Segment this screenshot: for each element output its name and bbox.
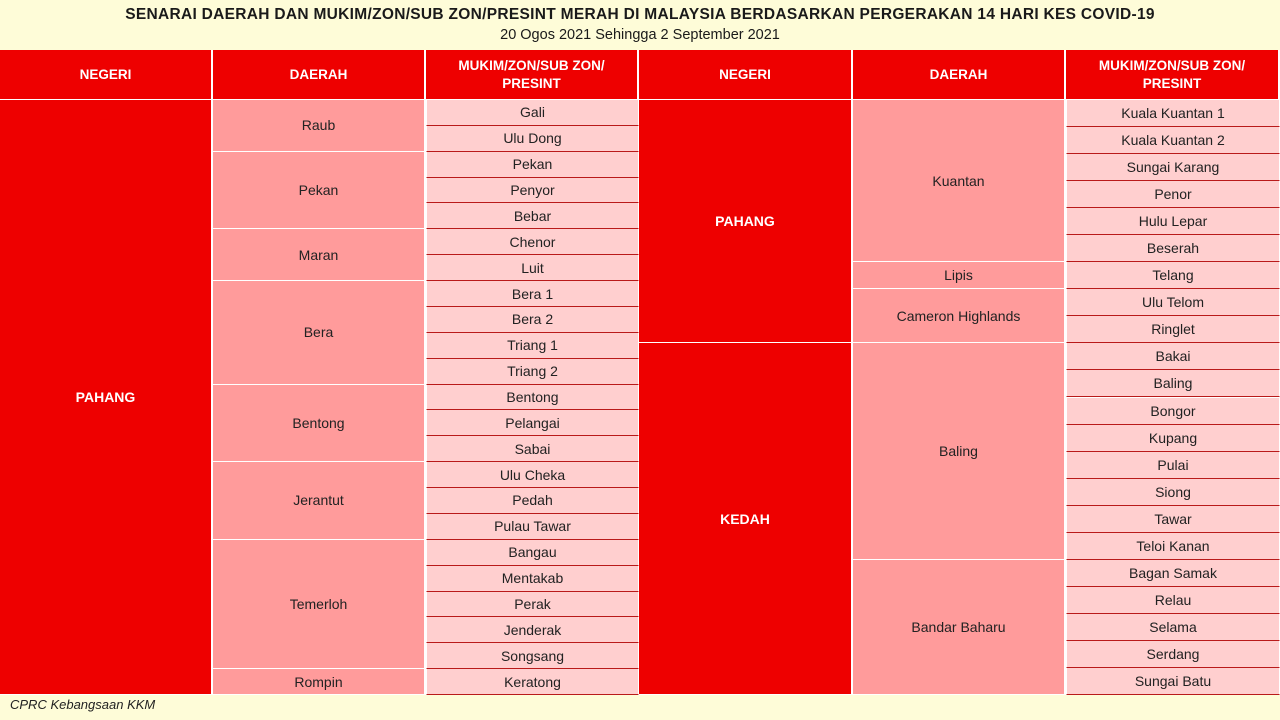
- mukim-cell: Sabai: [426, 436, 639, 462]
- mukim-cell: Sungai Karang: [1066, 154, 1280, 181]
- column-header-negeri: NEGERI: [639, 50, 853, 100]
- daerah-cell: Maran: [213, 229, 426, 281]
- mukim-cell: Bentong: [426, 385, 639, 411]
- daerah-cell: Raub: [213, 100, 426, 152]
- mukim-cell: Relau: [1066, 587, 1280, 614]
- daerah-cell: Bera: [213, 281, 426, 384]
- mukim-cell: Keratong: [426, 669, 639, 695]
- daerah-cell: Baling: [853, 343, 1066, 559]
- mukim-cell: Kuala Kuantan 2: [1066, 127, 1280, 154]
- footer-credit: CPRC Kebangsaan KKM: [10, 697, 156, 712]
- column-header-negeri: NEGERI: [0, 50, 213, 100]
- daerah-cell: Bentong: [213, 385, 426, 463]
- mukim-cell: Pulau Tawar: [426, 514, 639, 540]
- mukim-cell: Pekan: [426, 152, 639, 178]
- page-subtitle: 20 Ogos 2021 Sehingga 2 September 2021: [500, 27, 780, 43]
- negeri-cell: KEDAH: [639, 343, 853, 695]
- negeri-cell: PAHANG: [0, 100, 213, 695]
- mukim-cell: Teloi Kanan: [1066, 533, 1280, 560]
- daerah-cell: Jerantut: [213, 462, 426, 540]
- mukim-cell: Selama: [1066, 614, 1280, 641]
- mukim-cell: Bangau: [426, 540, 639, 566]
- red-zone-table: [0, 50, 1280, 695]
- mukim-cell: Jenderak: [426, 617, 639, 643]
- daerah-cell: Pekan: [213, 152, 426, 230]
- mukim-cell: Bera 2: [426, 307, 639, 333]
- mukim-cell: Bebar: [426, 203, 639, 229]
- mukim-cell: Pelangai: [426, 410, 639, 436]
- mukim-cell: Telang: [1066, 262, 1280, 289]
- mukim-cell: Triang 2: [426, 359, 639, 385]
- mukim-cell: Ulu Cheka: [426, 462, 639, 488]
- mukim-cell: Serdang: [1066, 641, 1280, 668]
- header: [0, 0, 1280, 50]
- mukim-cell: Triang 1: [426, 333, 639, 359]
- daerah-cell: Cameron Highlands: [853, 289, 1066, 343]
- daerah-cell: Bandar Baharu: [853, 560, 1066, 695]
- mukim-cell: Bera 1: [426, 281, 639, 307]
- mukim-cell: Mentakab: [426, 566, 639, 592]
- daerah-cell: Kuantan: [853, 100, 1066, 262]
- mukim-cell: Ulu Telom: [1066, 289, 1280, 316]
- mukim-cell: Songsang: [426, 643, 639, 669]
- mukim-cell: Hulu Lepar: [1066, 208, 1280, 235]
- mukim-cell: Kupang: [1066, 425, 1280, 452]
- column-header-mukim: MUKIM/ZON/SUB ZON/ PRESINT: [426, 50, 639, 100]
- negeri-cell: PAHANG: [639, 100, 853, 343]
- mukim-cell: Chenor: [426, 229, 639, 255]
- column-header-daerah: DAERAH: [213, 50, 426, 100]
- mukim-cell: Tawar: [1066, 506, 1280, 533]
- mukim-cell: Baling: [1066, 370, 1280, 397]
- column-header-mukim: MUKIM/ZON/SUB ZON/ PRESINT: [1066, 50, 1280, 100]
- mukim-cell: Bagan Samak: [1066, 560, 1280, 587]
- mukim-cell: Bongor: [1066, 398, 1280, 425]
- mukim-cell: Ringlet: [1066, 316, 1280, 343]
- column-header-daerah: DAERAH: [853, 50, 1066, 100]
- mukim-cell: Pedah: [426, 488, 639, 514]
- mukim-cell: Sungai Batu: [1066, 668, 1280, 695]
- mukim-cell: Siong: [1066, 479, 1280, 506]
- mukim-cell: Penyor: [426, 178, 639, 204]
- mukim-cell: Penor: [1066, 181, 1280, 208]
- page-title: SENARAI DAERAH DAN MUKIM/ZON/SUB ZON/PRESINT MERAH DI MALAYSIA BERDASARKAN PERGERAKAN 14 HARI KES COVID-19: [125, 6, 1155, 23]
- mukim-cell: Bakai: [1066, 343, 1280, 370]
- daerah-cell: Temerloh: [213, 540, 426, 669]
- mukim-cell: Beserah: [1066, 235, 1280, 262]
- mukim-cell: Perak: [426, 592, 639, 618]
- mukim-cell: Ulu Dong: [426, 126, 639, 152]
- mukim-cell: Pulai: [1066, 452, 1280, 479]
- daerah-cell: Rompin: [213, 669, 426, 695]
- mukim-cell: Gali: [426, 100, 639, 126]
- daerah-cell: Lipis: [853, 262, 1066, 289]
- mukim-cell: Kuala Kuantan 1: [1066, 100, 1280, 127]
- mukim-cell: Luit: [426, 255, 639, 281]
